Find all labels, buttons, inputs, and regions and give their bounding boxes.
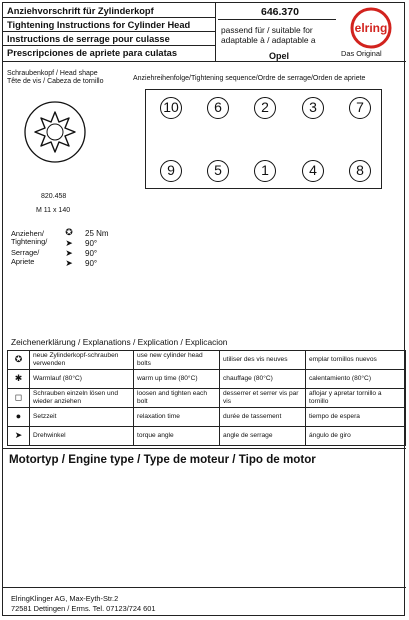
sequence-bolt: 8 xyxy=(349,160,371,182)
sequence-bolt: 10 xyxy=(160,97,182,119)
legend-de: Drehwinkel xyxy=(30,427,134,446)
sequence-bolt: 3 xyxy=(302,97,324,119)
divider xyxy=(3,31,215,32)
divider xyxy=(3,448,406,449)
sequence-bolt: 1 xyxy=(254,160,276,182)
part-number: 646.370 xyxy=(261,6,299,18)
torque-value: 25 Nm xyxy=(85,229,109,238)
logo-subtitle: Das Original xyxy=(341,49,382,58)
torque-label: Serrage/ xyxy=(11,248,40,257)
torx-head-icon xyxy=(23,100,87,164)
angle-arrow-icon: ➤ xyxy=(65,238,73,248)
divider xyxy=(3,17,215,18)
legend-fr: desserrer et serrer vis par vis xyxy=(220,389,306,408)
title-en: Tightening Instructions for Cylinder Head xyxy=(7,20,191,30)
torque-label: Tightening/ xyxy=(11,237,48,246)
legend-row xyxy=(8,408,406,427)
warm-icon: ✱ xyxy=(8,370,30,389)
legend-row xyxy=(8,351,406,370)
divider xyxy=(3,45,215,46)
legend-row xyxy=(8,389,406,408)
sequence-bolt: 2 xyxy=(254,97,276,119)
angle-arrow-icon: ➤ xyxy=(8,427,30,446)
legend-table xyxy=(7,350,406,446)
vehicle-make: Opel xyxy=(269,51,290,61)
sequence-bolt: 4 xyxy=(302,160,324,182)
angle-arrow-icon: ➤ xyxy=(65,248,73,258)
torque-label: Anziehen/ xyxy=(11,229,44,238)
legend-title: Zeichenerklärung / Explanations / Explication / Explicacion xyxy=(11,337,228,347)
loosen-icon: ◻ xyxy=(8,389,30,408)
sequence-bolt: 6 xyxy=(207,97,229,119)
legend-de: Schrauben einzeln lösen und wieder anziehen xyxy=(30,389,134,408)
suitable-for-line-2: adaptable à / adaptable a xyxy=(221,35,316,45)
tightening-sequence-grid xyxy=(145,89,382,189)
torque-label: Apriete xyxy=(11,257,35,266)
legend-en: warm up time (80°C) xyxy=(134,370,220,389)
divider xyxy=(3,587,406,588)
legend-fr: angle de serrage xyxy=(220,427,306,446)
footer-address-2: 72581 Dettingen / Erms. Tel. 07123/724 601 xyxy=(11,604,156,613)
title-es: Prescripciones de apriete para culatas xyxy=(7,48,178,58)
title-fr: Instructions de serrage pour culasse xyxy=(7,34,170,44)
legend-fr: durée de tassement xyxy=(220,408,306,427)
divider xyxy=(3,61,406,62)
legend-fr: chauffage (80°C) xyxy=(220,370,306,389)
title-de: Anziehvorschrift für Zylinderkopf xyxy=(7,6,154,16)
bolt-size: M 11 x 140 xyxy=(36,207,71,214)
legend-es: calentamiento (80°C) xyxy=(306,370,406,389)
torque-value: 90° xyxy=(85,259,98,268)
bolt-code: 820.458 xyxy=(41,193,67,200)
legend-en: loosen and tighten each bolt xyxy=(134,389,220,408)
legend-de: neue Zylinderkopf-schrauben verwenden xyxy=(30,351,134,370)
legend-en: torque angle xyxy=(134,427,220,446)
new-bolt-icon: ✪ xyxy=(65,227,73,237)
legend-row xyxy=(8,370,406,389)
head-shape-label-1: Schraubenkopf / Head shape xyxy=(7,70,98,77)
head-shape-label-2: Tête de vis / Cabeza de tornillo xyxy=(7,78,104,85)
sequence-bolt: 9 xyxy=(160,160,182,182)
legend-en: use new cylinder head bolts xyxy=(134,351,220,370)
divider xyxy=(218,19,336,20)
legend-de: Warmlauf (80°C) xyxy=(30,370,134,389)
footer-address-1: ElringKlinger AG, Max-Eyth-Str.2 xyxy=(11,594,119,603)
divider xyxy=(215,3,216,61)
legend-es: tiempo de espera xyxy=(306,408,406,427)
instruction-sheet xyxy=(2,2,405,616)
legend-row xyxy=(8,427,406,446)
sequence-bolt: 5 xyxy=(207,160,229,182)
engine-type-title: Motortyp / Engine type / Type de moteur / Tipo de motor xyxy=(9,453,316,466)
logo-wordmark: elring xyxy=(354,21,388,35)
angle-arrow-icon: ➤ xyxy=(65,258,73,268)
legend-es: emplar tornillos nuevos xyxy=(306,351,406,370)
torque-value: 90° xyxy=(85,249,98,258)
legend-fr: utiliser des vis neuves xyxy=(220,351,306,370)
sequence-bolt: 7 xyxy=(349,97,371,119)
settling-icon: ● xyxy=(8,408,30,427)
legend-en: relaxation time xyxy=(134,408,220,427)
legend-de: Setzzeit xyxy=(30,408,134,427)
legend-es: aflojar y apretar tornillo a tornillo xyxy=(306,389,406,408)
sequence-label: Anziehreihenfolge/Tightening sequence/Ordre de serrage/Orden de apriete xyxy=(133,75,366,82)
torque-value: 90° xyxy=(85,239,98,248)
suitable-for-line-1: passend für / suitable for xyxy=(221,25,313,35)
new-bolt-icon: ✪ xyxy=(8,351,30,370)
legend-es: ángulo de giro xyxy=(306,427,406,446)
